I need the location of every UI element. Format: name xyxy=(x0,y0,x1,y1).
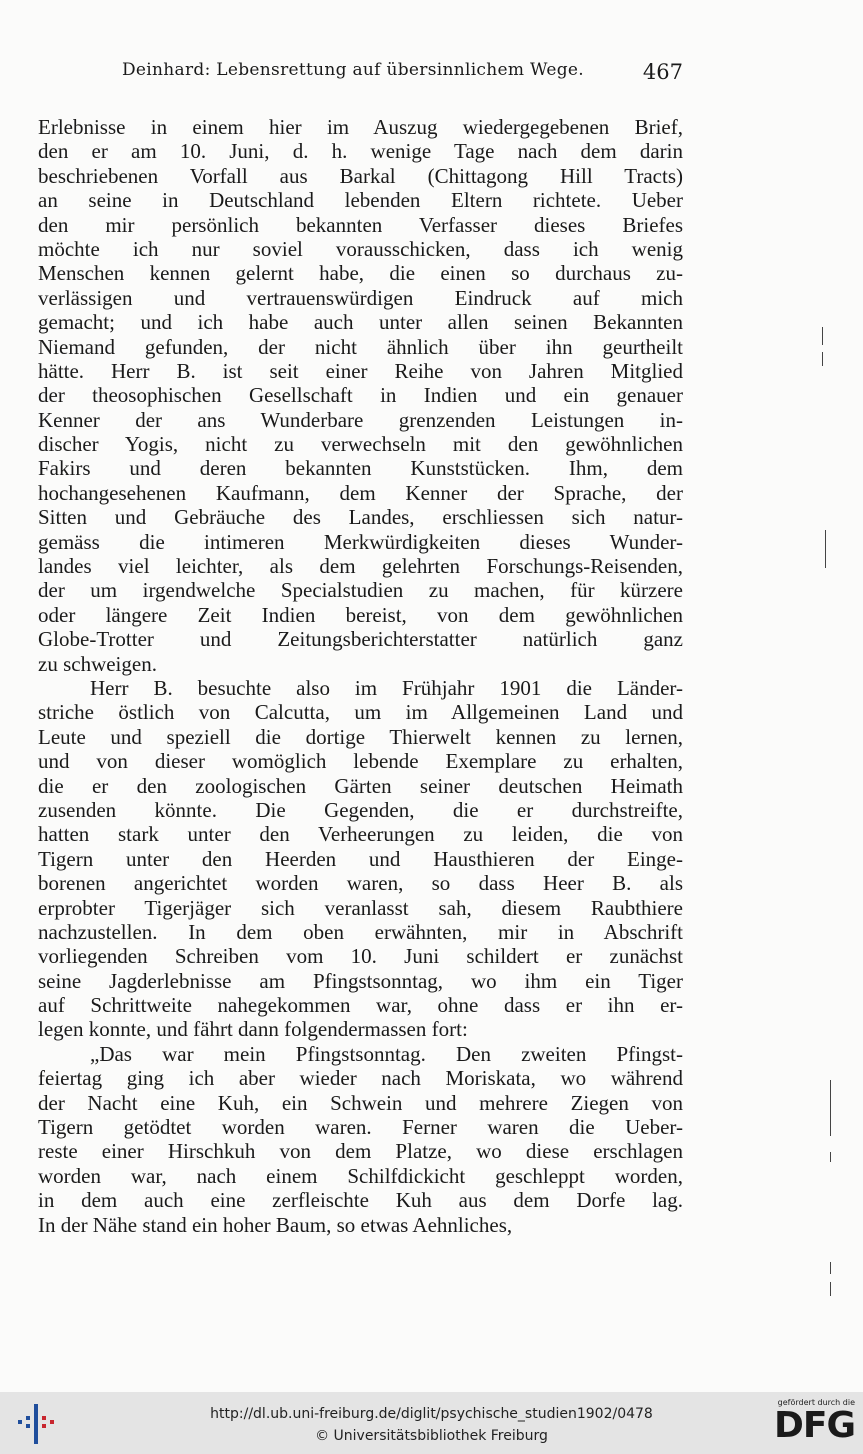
text-line: Globe-Trotter und Zeitungsberichterstatter natürlich ganz xyxy=(38,627,683,652)
text-line: zu schweigen. xyxy=(38,651,157,676)
text-line: in dem auch eine zerfleischte Kuh aus dem Dorfe lag. xyxy=(38,1188,683,1213)
text-line: landes viel leichter, als dem gelehrten Forschungs-Reisenden, xyxy=(38,554,683,579)
text-line: der theosophischen Gesellschaft in Indien und ein genauer xyxy=(38,383,683,408)
text-line: möchte ich nur soviel vorausschicken, dass ich wenig xyxy=(38,236,683,261)
text-line: der um irgendwelche Specialstudien zu machen, für kürzere xyxy=(38,578,683,603)
funding-note: gefördert durch die xyxy=(777,1398,855,1407)
text-line: oder längere Zeit Indien bereist, von dem gewöhnlichen xyxy=(38,602,683,627)
text-line: reste einer Hirschkuh von dem Platze, wo diese erschlagen xyxy=(38,1139,683,1164)
text-line: der Nacht eine Kuh, ein Schwein und mehrere Ziegen von xyxy=(38,1090,683,1115)
dfg-logo: DFG xyxy=(773,1405,855,1446)
text-line: „Das war mein Pfingstsonntag. Den zweiten Pfingst- xyxy=(90,1041,683,1066)
text-line: discher Yogis, nicht zu verwechseln mit den gewöhnlichen xyxy=(38,432,683,457)
text-line: den mir persönlich bekannten Verfasser dieses Briefes xyxy=(38,212,683,237)
text-line: beschriebenen Vorfall aus Barkal (Chittagong Hill Tracts) xyxy=(38,163,683,188)
text-line: vorliegenden Schreiben vom 10. Juni schildert er zunächst xyxy=(38,944,683,969)
running-head: Deinhard: Lebensrettung auf übersinnlichem Wege. xyxy=(122,60,584,80)
text-line: zusenden könnte. Die Gegenden, die er durchstreifte, xyxy=(38,797,683,822)
text-line: die er den zoologischen Gärten seiner deutschen Heimath xyxy=(38,773,683,798)
text-line: auf Schrittweite nahegekommen war, ohne dass er ihn er- xyxy=(38,993,683,1018)
margin-mark xyxy=(825,530,826,568)
page-header xyxy=(38,60,683,90)
text-line: seine Jagderlebnisse am Pfingstsonntag, wo ihm ein Tiger xyxy=(38,968,683,993)
text-line: Menschen kennen gelernt habe, die einen so durchaus zu- xyxy=(38,261,683,286)
text-line: Erlebnisse in einem hier im Auszug wiedergegebenen Brief, xyxy=(38,115,683,139)
text-line: Herr B. besuchte also im Frühjahr 1901 die Länder- xyxy=(90,675,683,700)
body-text xyxy=(38,115,683,1237)
text-line: Tigern getödtet worden waren. Ferner waren die Ueber- xyxy=(38,1115,683,1140)
text-line: hätte. Herr B. ist seit einer Reihe von Jahren Mitglied xyxy=(38,358,683,383)
text-line: und von dieser womöglich lebende Exemplare zu erhalten, xyxy=(38,749,683,774)
text-line: borenen angerichtet worden waren, so dass Heer B. als xyxy=(38,871,683,896)
text-line: Niemand gefunden, der nicht ähnlich über ihn geurtheilt xyxy=(38,334,683,359)
page-number: 467 xyxy=(642,60,683,84)
text-line: legen konnte, und fährt dann folgendermassen fort: xyxy=(38,1017,468,1042)
text-line: Leute und speziell die dortige Thierwelt kennen zu lernen, xyxy=(38,724,683,749)
source-url-link[interactable]: http://dl.ub.uni-freiburg.de/diglit/psychische_studien1902/0478 xyxy=(210,1406,653,1422)
text-line: In der Nähe stand ein hoher Baum, so etwas Aehnliches, xyxy=(38,1212,513,1237)
text-line: verlässigen und vertrauenswürdigen Eindruck auf mich xyxy=(38,285,683,310)
text-line: hatten stark unter den Verheerungen zu leiden, die von xyxy=(38,822,683,847)
margin-mark xyxy=(830,1262,831,1274)
text-line: Fakirs und deren bekannten Kunststücken. Ihm, dem xyxy=(38,456,683,481)
text-line: gemäss die intimeren Merkwürdigkeiten dieses Wunder- xyxy=(38,529,683,554)
margin-mark xyxy=(830,1080,831,1136)
text-line: hochangesehenen Kaufmann, dem Kenner der Sprache, der xyxy=(38,480,683,505)
text-line: den er am 10. Juni, d. h. wenige Tage nach dem darin xyxy=(38,139,683,164)
margin-mark xyxy=(830,1282,831,1296)
text-line: feiertag ging ich aber wieder nach Moriskata, wo während xyxy=(38,1066,683,1091)
text-line: striche östlich von Calcutta, um im Allgemeinen Land und xyxy=(38,700,683,725)
text-line: nachzustellen. In dem oben erwähnten, mir in Abschrift xyxy=(38,919,683,944)
text-line: worden war, nach einem Schilfdickicht geschleppt worden, xyxy=(38,1163,683,1188)
margin-mark xyxy=(822,352,823,366)
text-line: an seine in Deutschland lebenden Eltern richtete. Ueber xyxy=(38,188,683,213)
dfg-funding-badge xyxy=(763,1398,855,1450)
text-line: Kenner der ans Wunderbare grenzenden Leistungen in- xyxy=(38,407,683,432)
footer-bar xyxy=(0,1392,863,1454)
text-line: Sitten und Gebräuche des Landes, erschliessen sich natur- xyxy=(38,505,683,530)
margin-mark xyxy=(822,327,823,345)
text-line: Tigern unter den Heerden und Hausthieren der Einge- xyxy=(38,846,683,871)
text-line: erprobter Tigerjäger sich veranlasst sah, diesem Raubthiere xyxy=(38,895,683,920)
copyright-notice: © Universitätsbibliothek Freiburg xyxy=(315,1428,548,1444)
text-line: gemacht; und ich habe auch unter allen seinen Bekannten xyxy=(38,310,683,335)
margin-mark xyxy=(830,1152,831,1162)
